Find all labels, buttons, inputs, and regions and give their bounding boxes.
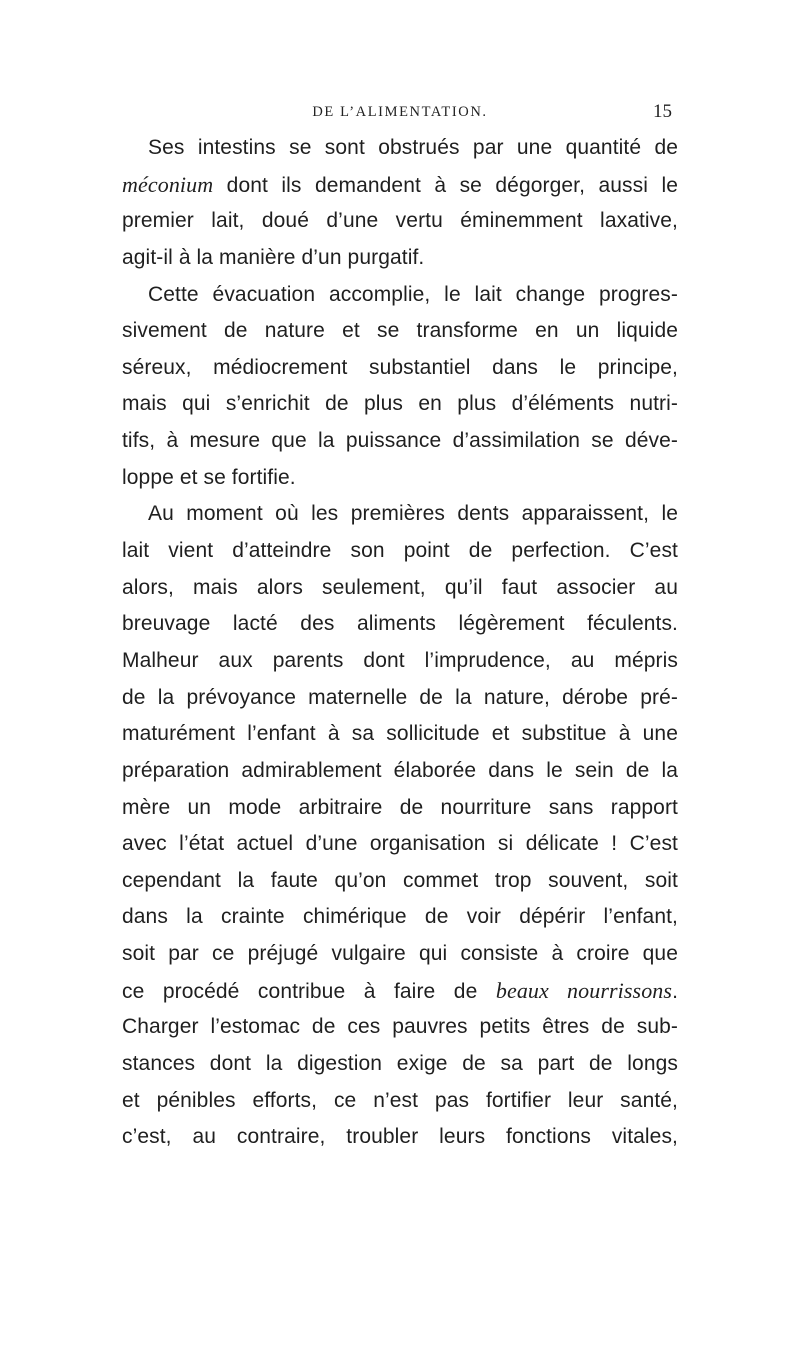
text-span: . — [672, 979, 678, 1003]
text-line: mais qui s’enrichit de plus en plus d’éléments nutri- — [122, 392, 678, 416]
body-text — [122, 130, 678, 1156]
italic-term: méconium — [122, 171, 214, 197]
text-line: de la prévoyance maternelle de la nature, dérobe pré- — [122, 685, 678, 709]
text-line: soit par ce préjugé vulgaire qui consiste à croire que — [122, 942, 678, 966]
page-number: 15 — [653, 101, 672, 122]
text-line: maturément l’enfant à sa sollicitude et substitue à une — [122, 722, 678, 746]
text-line: c’est, au contraire, troubler leurs fonctions vitales, — [122, 1125, 678, 1149]
text-line: Charger l’estomac de ces pauvres petits êtres de sub- — [122, 1015, 678, 1039]
text-span: dont ils demandent à se dégorger, aussi le — [213, 173, 678, 197]
text-line: et pénibles efforts, ce n’est pas fortifier leur santé, — [122, 1088, 678, 1112]
text-line: premier lait, doué d’une vertu éminemment laxative, — [122, 209, 678, 233]
text-line: loppe et se fortifie. — [122, 465, 296, 489]
text-line: stances dont la digestion exige de sa part de longs — [122, 1052, 678, 1076]
running-head — [122, 101, 678, 128]
text-line — [122, 167, 678, 204]
text-line: breuvage lacté des aliments légèrement féculents. — [122, 612, 678, 636]
text-span: ce procédé contribue à faire de — [122, 979, 496, 1003]
text-line — [122, 973, 678, 1010]
text-line: Au moment où les premières dents apparaissent, le — [148, 502, 678, 526]
text-line: Ses intestins se sont obstrués par une quantité de — [148, 136, 678, 159]
text-line: avec l’état actuel d’une organisation si délicate ! C’est — [122, 832, 678, 856]
text-line: Malheur aux parents dont l’imprudence, au mépris — [122, 648, 678, 672]
text-line: séreux, médiocrement substantiel dans le principe, — [122, 355, 678, 379]
text-line: préparation admirablement élaborée dans le sein de la — [122, 758, 678, 782]
text-line: agit-il à la manière d’un purgatif. — [122, 245, 425, 269]
running-title: DE L’ALIMENTATION. — [312, 104, 488, 120]
text-line: mère un mode arbitraire de nourriture sans rapport — [122, 795, 678, 819]
italic-term: beaux nourrissons — [495, 977, 673, 1003]
text-line: alors, mais alors seulement, qu’il faut associer au — [122, 575, 678, 599]
text-line: Cette évacuation accomplie, le lait change progres- — [148, 282, 678, 306]
text-line: sivement de nature et se transforme en un liquide — [122, 319, 678, 343]
text-line: cependant la faute qu’on commet trop souvent, soit — [122, 868, 678, 892]
text-line: lait vient d’atteindre son point de perfection. C’est — [122, 539, 678, 563]
text-line: tifs, à mesure que la puissance d’assimilation se déve- — [122, 429, 678, 453]
text-line: dans la crainte chimérique de voir dépérir l’enfant, — [122, 905, 678, 929]
